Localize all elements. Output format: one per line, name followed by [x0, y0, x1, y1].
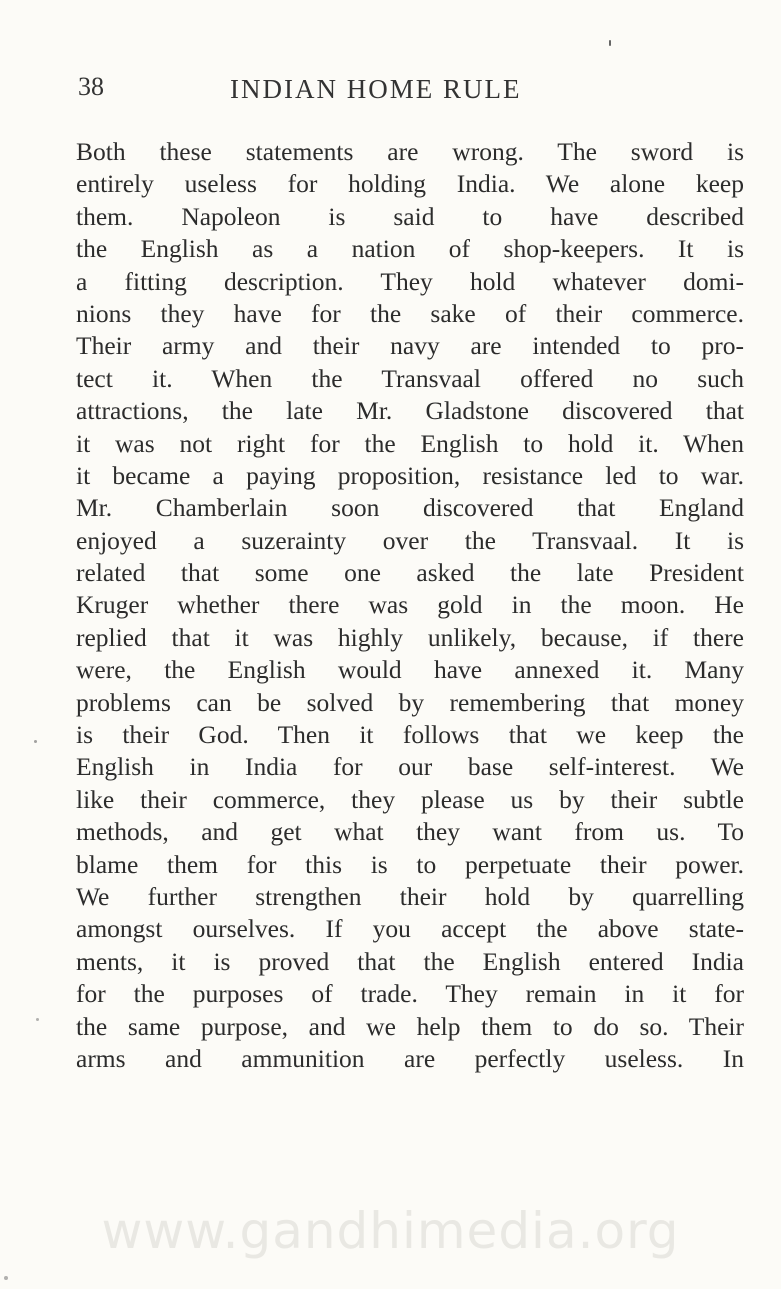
text-line: arms and ammunition are perfectly useless. In — [76, 1043, 744, 1073]
text-line: the same purpose, and we help them to do so. Their — [76, 1011, 744, 1041]
text-line: Mr. Chamberlain soon discovered that England — [76, 493, 744, 523]
text-line: Kruger whether there was gold in the moon. He — [76, 590, 744, 620]
text-line: entirely useless for holding India. We alone keep — [76, 169, 744, 199]
text-line: Their army and their navy are intended to pro- — [76, 331, 744, 361]
text-line: is their God. Then it follows that we keep the — [76, 720, 744, 750]
text-line: amongst ourselves. If you accept the above state- — [76, 914, 744, 944]
text-line: nions they have for the sake of their commerce. — [76, 298, 744, 328]
text-line: replied that it was highly unlikely, because, if there — [76, 622, 744, 652]
text-line: English in India for our base self-interest. We — [76, 752, 744, 782]
page-number: 38 — [78, 72, 104, 101]
scan-speck — [609, 40, 611, 46]
text-line: for the purposes of trade. They remain in it for — [76, 979, 744, 1009]
text-line: We further strengthen their hold by quarrelling — [76, 881, 744, 911]
text-line: the English as a nation of shop-keepers. It is — [76, 234, 744, 264]
body-text — [76, 136, 744, 1075]
running-title: INDIAN HOME RULE — [230, 74, 522, 104]
text-line: were, the English would have annexed it. Many — [76, 655, 744, 685]
scan-speck — [36, 1018, 39, 1021]
text-line: like their commerce, they please us by their subtle — [76, 784, 744, 814]
text-line: related that some one asked the late President — [76, 558, 744, 588]
text-line: Both these statements are wrong. The sword is — [76, 137, 744, 166]
text-line: enjoyed a suzerainty over the Transvaal. It is — [76, 525, 744, 555]
text-line: attractions, the late Mr. Gladstone discovered that — [76, 396, 744, 426]
text-line: a fitting description. They hold whatever domi- — [76, 266, 744, 296]
text-line: problems can be solved by remembering that money — [76, 687, 744, 717]
page-header — [78, 72, 741, 112]
text-line: blame them for this is to perpetuate their power. — [76, 849, 744, 879]
text-line: tect it. When the Transvaal offered no such — [76, 363, 744, 393]
text-line: it was not right for the English to hold it. When — [76, 428, 744, 458]
text-line: them. Napoleon is said to have described — [76, 201, 744, 231]
scan-speck — [34, 740, 37, 743]
scan-speck — [4, 1276, 8, 1280]
watermark: www.gandhimedia.org — [101, 1202, 680, 1260]
text-line: it became a paying proposition, resistance led to war. — [76, 460, 744, 490]
text-line: ments, it is proved that the English entered India — [76, 946, 744, 976]
text-line: methods, and get what they want from us. To — [76, 817, 744, 847]
